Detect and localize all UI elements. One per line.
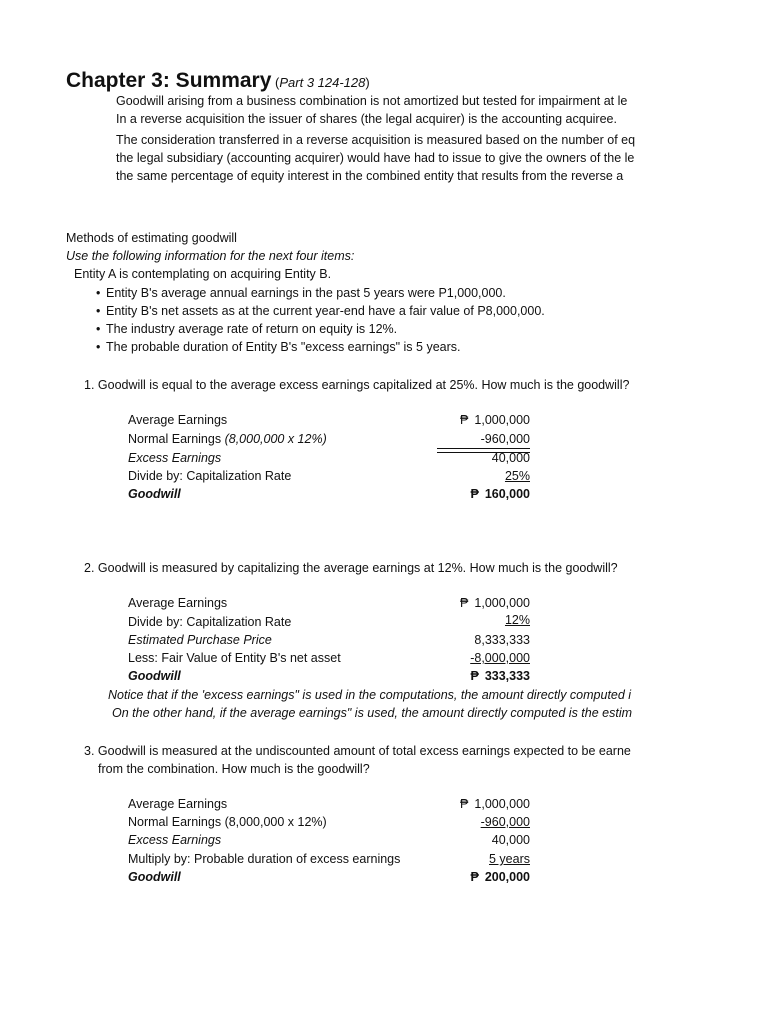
row-value: -8,000,000 [470,651,530,665]
row-value: 25% [504,469,530,483]
note-line: On the other hand, if the average earnings" is used, the amount directly computed is the estim [112,706,633,720]
peso-sign: ₱ [470,669,479,683]
row-value: 40,000 [491,451,530,465]
peso-sign: ₱ [460,797,469,811]
row-value: -960,000 [480,432,530,446]
row-value: 5 years [489,852,530,866]
title-text: Chapter 3: Summary [66,69,272,92]
peso-sign: ₱ [460,413,469,427]
note-line: Notice that if the 'excess earnings" is used in the computations, the amount directly computed i [108,688,632,702]
row-value: ₱ 1,000,000 [460,797,530,811]
row-label: Estimated Purchase Price [128,633,272,647]
summary-bullet-continuation: the legal subsidiary (accounting acquirer) would have had to issue to give the owners of the le [116,151,635,165]
row-label: Average Earnings [128,596,228,610]
methods-instruction: Use the following information for the next four items: [66,249,355,263]
row-label: Less: Fair Value of Entity B's net asset [128,651,341,665]
row-label: Divide by: Capitalization Rate [128,469,292,483]
summary-bullet: • Goodwill arising from a business combination is not amortized but tested for impairment at le [116,92,658,110]
row-value-total: ₱ 200,000 [470,870,530,884]
row-label: Average Earnings [128,797,228,811]
row-value: 8,333,333 [474,633,530,647]
title-subtitle: (Part 3 124-128) [271,75,370,90]
row-value: ₱ 1,000,000 [460,596,530,610]
row-value-total: ₱ 333,333 [470,669,530,683]
row-value: 40,000 [491,833,530,847]
row-label-total: Goodwill [128,669,181,683]
question-1: 1. Goodwill is equal to the average excess earnings capitalized at 25%. How much is the goodwill? [84,378,630,392]
fact-item: • Entity B's net assets as at the current year-end have a fair value of P8,000,000. [106,302,545,320]
fact-item: • Entity B's average annual earnings in the past 5 years were P1,000,000. [106,284,506,302]
row-value: 12% [504,613,530,627]
methods-intro: Entity A is contemplating on acquiring Entity B. [74,267,332,281]
row-value: -960,000 [480,815,530,829]
row-label-total: Goodwill [128,870,181,884]
peso-sign: ₱ [470,870,479,884]
question-2: 2. Goodwill is measured by capitalizing the average earnings at 12%. How much is the goodwill? [84,561,618,575]
summary-bullet: • The consideration transferred in a reverse acquisition is measured based on the number of eq [116,131,658,149]
row-label: Average Earnings [128,413,228,427]
row-label: Multiply by: Probable duration of excess earnings [128,852,401,866]
row-label: Excess Earnings [128,451,222,465]
fact-item: • The industry average rate of return on equity is 12%. [106,320,397,338]
row-label: Excess Earnings [128,833,222,847]
question-3-continuation: from the combination. How much is the goodwill? [98,762,370,776]
row-label: Normal Earnings (8,000,000 x 12%) [128,432,327,446]
row-value: ₱ 1,000,000 [460,413,530,427]
summary-bullet-continuation: the same percentage of equity interest in the combined entity that results from the reverse a [116,169,624,183]
row-label: Divide by: Capitalization Rate [128,615,292,629]
methods-heading: Methods of estimating goodwill [66,231,237,245]
row-label-total: Goodwill [128,487,181,501]
fact-item: • The probable duration of Entity B's "excess earnings" is 5 years. [106,338,461,356]
question-3: 3. Goodwill is measured at the undiscounted amount of total excess earnings expected to be earne [84,744,631,758]
summary-bullet: • In a reverse acquisition the issuer of shares (the legal acquirer) is the accounting acquiree. [116,110,658,128]
row-value-total: ₱ 160,000 [470,487,530,501]
peso-sign: ₱ [460,596,469,610]
peso-sign: ₱ [470,487,479,501]
row-label: Normal Earnings (8,000,000 x 12%) [128,815,327,829]
